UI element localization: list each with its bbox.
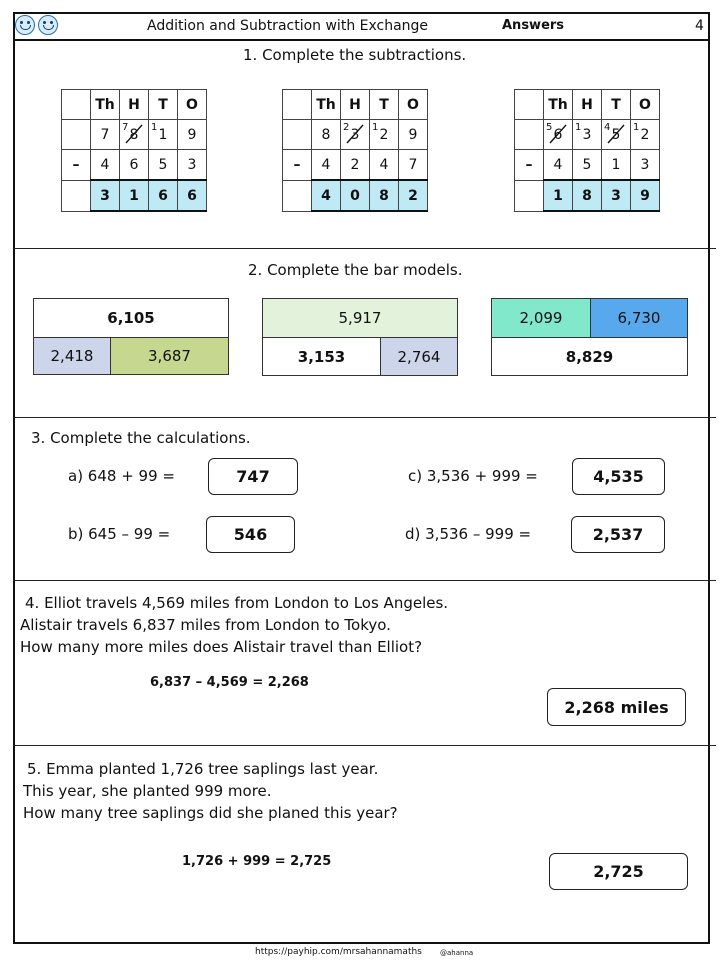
digit-cell: 7 8: [120, 120, 149, 150]
answer-box-a: 747: [208, 458, 298, 495]
q5-line-3: How many tree saplings did she planed this year?: [23, 804, 398, 822]
smiley-icon: [15, 15, 35, 35]
q5-answer-box: 2,725: [549, 853, 688, 890]
column-header: H: [573, 90, 602, 120]
q5-line-1: 5. Emma planted 1,726 tree saplings last year.: [27, 760, 379, 778]
smiley-icon: [38, 15, 58, 35]
footer-url: https://payhip.com/mrsahannamaths: [255, 947, 422, 957]
bar-part: 3,687: [110, 337, 229, 375]
worksheet-title: Addition and Subtraction with Exchange: [147, 18, 429, 34]
q5-line-2: This year, she planted 999 more.: [23, 782, 272, 800]
subtraction-table: [282, 89, 428, 212]
column-header: O: [399, 90, 428, 120]
footer-handle: @ahanna: [440, 949, 474, 957]
answer-digit: 8: [573, 180, 602, 211]
bar-whole: 5,917: [262, 298, 458, 338]
digit-cell: 2: [341, 150, 370, 181]
exchange-digit: 1: [372, 122, 379, 133]
answer-digit: 3: [91, 180, 120, 211]
minus-sign: –: [62, 150, 91, 181]
column-header: Th: [312, 90, 341, 120]
digit-cell: 2 3: [341, 120, 370, 150]
section-divider: [13, 580, 716, 581]
section-divider: [13, 248, 716, 249]
q1-title: 1. Complete the subtractions.: [243, 46, 467, 64]
digit-cell: 8: [312, 120, 341, 150]
digit-cell: 5: [573, 150, 602, 181]
answer-digit: 1: [120, 180, 149, 211]
q4-answer-box: 2,268 miles: [547, 688, 686, 726]
calc-b: b) 645 – 99 =: [68, 525, 171, 543]
answer-digit: 3: [602, 180, 631, 211]
bar-whole: 6,105: [33, 298, 229, 338]
digit-cell: 1 1: [149, 120, 178, 150]
bar-part: 2,418: [33, 337, 111, 375]
column-header: O: [631, 90, 660, 120]
digit-cell: 4: [370, 150, 399, 181]
answer-box-d: 2,537: [571, 516, 665, 553]
answer-box-b: 546: [206, 516, 295, 553]
q4-line-1: 4. Elliot travels 4,569 miles from London to Los Angeles.: [25, 594, 449, 612]
strike-through: [548, 121, 568, 147]
digit-cell: 4 5: [602, 120, 631, 150]
answer-digit: 0: [341, 180, 370, 211]
bar-part: 6,730: [590, 298, 688, 338]
page-number: 4: [695, 18, 704, 34]
strike-through: [124, 121, 144, 147]
calc-c: c) 3,536 + 999 =: [408, 467, 538, 485]
column-header: Th: [544, 90, 573, 120]
digit-cell: 1: [602, 150, 631, 181]
answer-digit: 4: [312, 180, 341, 211]
digit-cell: 9: [399, 120, 428, 150]
answer-digit: 1: [544, 180, 573, 211]
exchange-digit: 1: [151, 122, 158, 133]
q5-working: 1,726 + 999 = 2,725: [182, 854, 332, 869]
calc-d: d) 3,536 – 999 =: [405, 525, 532, 543]
column-header: T: [370, 90, 399, 120]
exchange-digit: 1: [633, 122, 640, 133]
bar-part: 2,764: [380, 337, 458, 376]
column-header: T: [602, 90, 631, 120]
subtraction-table: [514, 89, 660, 212]
column-header: Th: [91, 90, 120, 120]
exchange-digit: 7: [122, 122, 129, 133]
column-header: H: [120, 90, 149, 120]
exchange-digit: 4: [604, 122, 611, 133]
answer-digit: 6: [149, 180, 178, 211]
bar-part: 2,099: [491, 298, 591, 338]
answer-digit: 8: [370, 180, 399, 211]
minus-sign: –: [283, 150, 312, 181]
answer-digit: 2: [399, 180, 428, 211]
answers-label: Answers: [502, 18, 565, 33]
section-divider: [13, 417, 716, 418]
column-header: H: [341, 90, 370, 120]
exchange-digit: 1: [575, 122, 582, 133]
q4-working: 6,837 – 4,569 = 2,268: [150, 675, 309, 690]
digit-cell: 5: [149, 150, 178, 181]
q3-title: 3. Complete the calculations.: [31, 429, 251, 447]
answer-digit: 6: [178, 180, 207, 211]
strike-through: [345, 121, 365, 147]
digit-cell: 7: [91, 120, 120, 150]
q4-line-3: How many more miles does Alistair travel than Elliot?: [20, 638, 423, 656]
q4-line-2: Alistair travels 6,837 miles from London to Tokyo.: [20, 616, 391, 634]
column-header: T: [149, 90, 178, 120]
answer-digit: 9: [631, 180, 660, 211]
digit-cell: 1 3: [573, 120, 602, 150]
answer-box-c: 4,535: [572, 458, 665, 495]
bar-whole: 8,829: [491, 337, 688, 376]
bar-part: 3,153: [262, 337, 381, 376]
digit-cell: 4: [312, 150, 341, 181]
minus-sign: –: [515, 150, 544, 181]
header-divider: [13, 39, 710, 41]
digit-cell: 6: [120, 150, 149, 181]
exchange-digit: 2: [343, 122, 350, 133]
column-header: O: [178, 90, 207, 120]
digit-cell: 7: [399, 150, 428, 181]
digit-cell: 4: [91, 150, 120, 181]
digit-cell: 4: [544, 150, 573, 181]
digit-cell: 5 6: [544, 120, 573, 150]
digit-cell: 1 2: [631, 120, 660, 150]
exchange-digit: 5: [546, 122, 553, 133]
q2-title: 2. Complete the bar models.: [248, 261, 463, 279]
strike-through: [606, 121, 626, 147]
digit-cell: 3: [631, 150, 660, 181]
digit-cell: 1 2: [370, 120, 399, 150]
calc-a: a) 648 + 99 =: [68, 467, 175, 485]
digit-cell: 9: [178, 120, 207, 150]
section-divider: [13, 745, 716, 746]
digit-cell: 3: [178, 150, 207, 181]
subtraction-table: [61, 89, 207, 212]
